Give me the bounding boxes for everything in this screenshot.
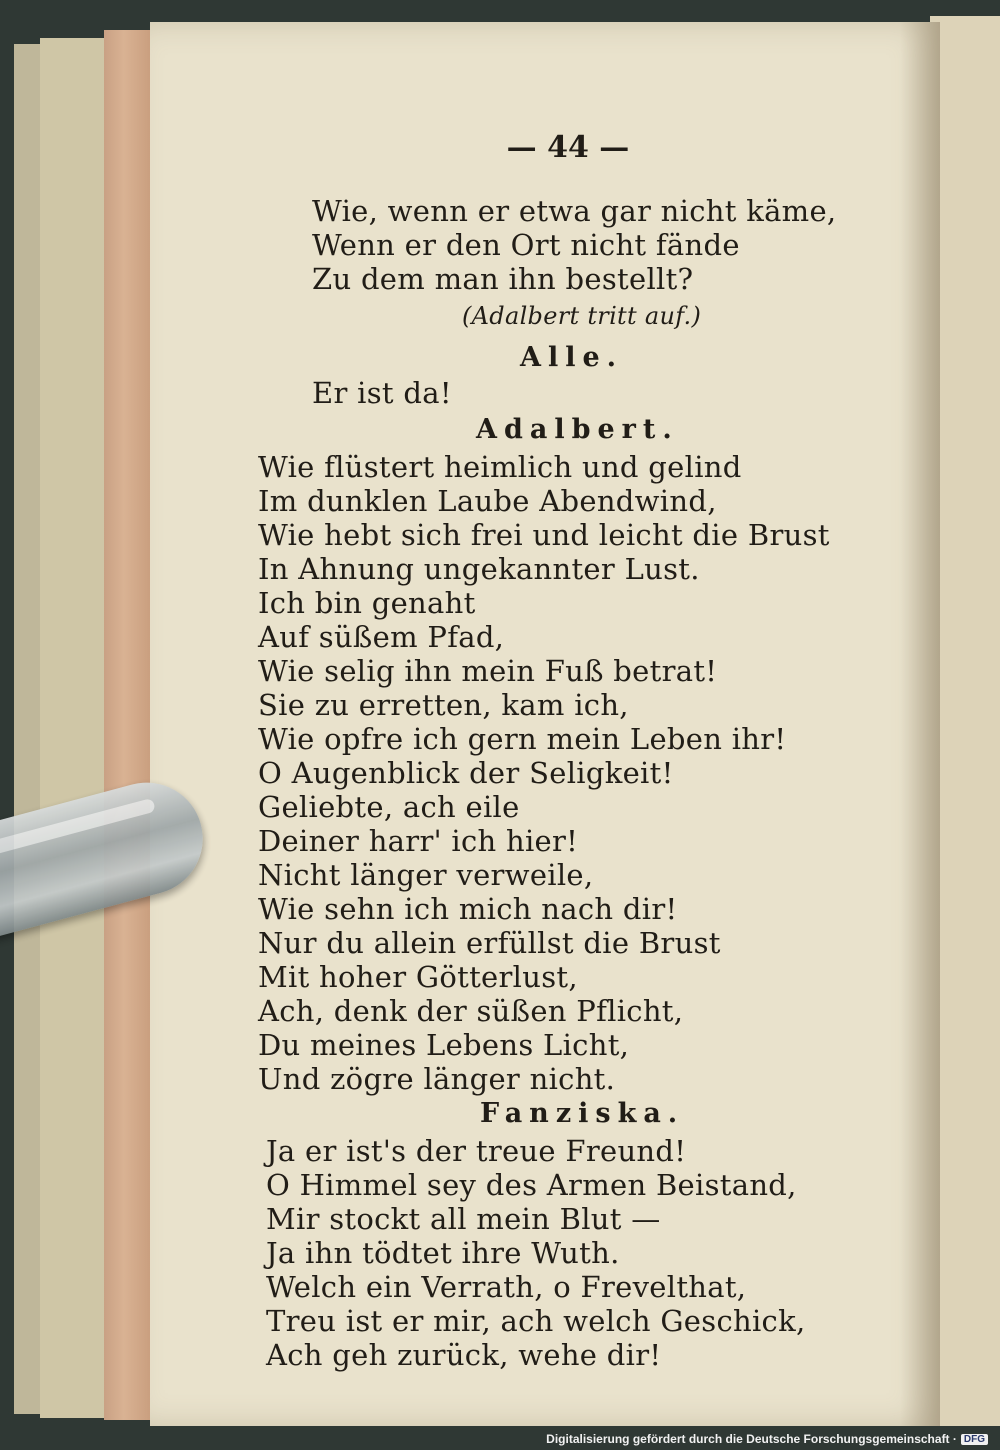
binding-shadow: [900, 22, 940, 1426]
speaker-name: Alle.: [520, 342, 624, 373]
verse-line: Treu ist er mir, ach welch Geschick,: [266, 1304, 806, 1338]
verse-line: Sie zu erretten, kam ich,: [258, 688, 629, 722]
verse-line: Im dunklen Laube Abendwind,: [258, 484, 717, 518]
credit-text: Digitalisierung gefördert durch die Deutsche Forschungsgemeinschaft ·: [546, 1432, 957, 1446]
verse-line: Du meines Lebens Licht,: [258, 1028, 630, 1062]
verse-line: Welch ein Verrath, o Frevelthat,: [266, 1270, 747, 1304]
verse-line: In Ahnung ungekannter Lust.: [258, 552, 700, 586]
verse-line: Wenn er den Ort nicht fände: [312, 228, 740, 262]
verse-line: Ja ihn tödtet ihre Wuth.: [266, 1236, 620, 1270]
verse-line: Wie flüstert heimlich und gelind: [258, 450, 742, 484]
verse-line: Und zögre länger nicht.: [258, 1062, 616, 1096]
verse-line: Mir stockt all mein Blut —: [266, 1202, 661, 1236]
verse-line: Ich bin genaht: [258, 586, 476, 620]
verse-line: Ja er ist's der treue Freund!: [266, 1134, 687, 1168]
verse-line: O Augenblick der Seligkeit!: [258, 756, 674, 790]
page-edge-middle: [40, 38, 110, 1418]
speaker-name: Adalbert.: [476, 414, 679, 445]
verse-line: Wie hebt sich frei und leicht die Brust: [258, 518, 830, 552]
verse-line: O Himmel sey des Armen Beistand,: [266, 1168, 797, 1202]
verse-line: Ach, denk der süßen Pflicht,: [258, 994, 684, 1028]
page-number: — 44 —: [506, 130, 630, 165]
verse-line: Geliebte, ach eile: [258, 790, 520, 824]
verse-line: Nur du allein erfüllst die Brust: [258, 926, 721, 960]
verse-line: Wie selig ihn mein Fuß betrat!: [258, 654, 718, 688]
verse-line: Wie sehn ich mich nach dir!: [258, 892, 678, 926]
verse-line: Wie opfre ich gern mein Leben ihr!: [258, 722, 787, 756]
dfg-logo: DFG: [961, 1434, 988, 1445]
verse-line: Mit hoher Götterlust,: [258, 960, 578, 994]
verse-line: Er ist da!: [312, 376, 452, 410]
verse-line: Zu dem man ihn bestellt?: [312, 262, 694, 296]
digitization-credit: [546, 1432, 988, 1446]
stage-direction: (Adalbert tritt auf.): [462, 302, 702, 330]
page-edge-front: [104, 30, 154, 1420]
verse-line: Auf süßem Pfad,: [258, 620, 505, 654]
verse-line: Nicht länger verweile,: [258, 858, 594, 892]
verse-line: Wie, wenn er etwa gar nicht käme,: [312, 194, 837, 228]
verse-line: Deiner harr' ich hier!: [258, 824, 579, 858]
facing-page: [930, 16, 1000, 1426]
verse-line: Ach geh zurück, wehe dir!: [266, 1338, 662, 1372]
speaker-name: Fanziska.: [480, 1098, 685, 1129]
